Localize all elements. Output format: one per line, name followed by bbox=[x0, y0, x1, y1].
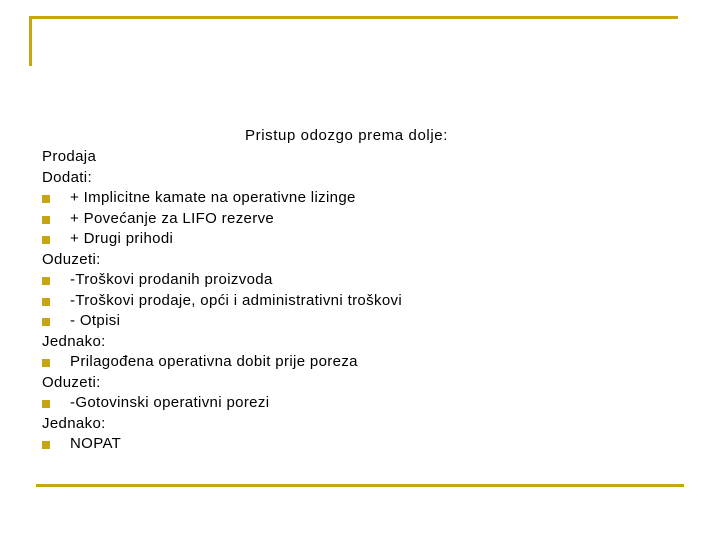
bullet-item bbox=[42, 209, 682, 230]
bullet-item bbox=[42, 311, 682, 332]
slide-subtitle: Pristup odozgo prema dolje: bbox=[245, 127, 448, 144]
line-text: NOPAT bbox=[70, 435, 122, 452]
square-bullet-icon bbox=[42, 298, 50, 306]
square-bullet-icon bbox=[42, 236, 50, 244]
square-bullet-icon bbox=[42, 277, 50, 285]
line-text: Dodati: bbox=[42, 168, 92, 186]
slide-content bbox=[42, 147, 682, 455]
square-bullet-icon bbox=[42, 400, 50, 408]
line-text: Jednako: bbox=[42, 332, 106, 350]
line-text: Jednako: bbox=[42, 414, 106, 432]
section-label bbox=[42, 332, 682, 353]
line-text: Oduzeti: bbox=[42, 373, 101, 391]
top-rule bbox=[29, 16, 678, 19]
bottom-rule bbox=[36, 484, 684, 487]
square-bullet-icon bbox=[42, 195, 50, 203]
square-bullet-icon bbox=[42, 216, 50, 224]
line-text: - Otpisi bbox=[70, 312, 121, 329]
square-bullet-icon bbox=[42, 318, 50, 326]
bullet-item bbox=[42, 352, 682, 373]
bullet-item bbox=[42, 291, 682, 312]
line-text: + Implicitne kamate na operativne lizinge bbox=[70, 189, 356, 206]
line-text: Prodaja bbox=[42, 148, 97, 165]
line-text: -Troškovi prodanih proizvoda bbox=[70, 271, 273, 288]
square-bullet-icon bbox=[42, 441, 50, 449]
bullet-item bbox=[42, 393, 682, 414]
line-text: -Gotovinski operativni porezi bbox=[70, 394, 270, 411]
line-text: Oduzeti: bbox=[42, 250, 101, 268]
line-text: + Drugi prihodi bbox=[70, 230, 174, 247]
line-text: Prilagođena operativna dobit prije poreza bbox=[70, 353, 358, 370]
section-label bbox=[42, 414, 682, 435]
section-label bbox=[42, 250, 682, 271]
bullet-item bbox=[42, 188, 682, 209]
bullet-item bbox=[42, 270, 682, 291]
section-label bbox=[42, 147, 682, 168]
section-label bbox=[42, 373, 682, 394]
bullet-item bbox=[42, 434, 682, 455]
bullet-item bbox=[42, 229, 682, 250]
left-rule bbox=[29, 16, 32, 66]
section-label bbox=[42, 168, 682, 189]
line-text: + Povećanje za LIFO rezerve bbox=[70, 209, 275, 227]
square-bullet-icon bbox=[42, 359, 50, 367]
line-text: -Troškovi prodaje, opći i administrativni troškovi bbox=[70, 291, 403, 309]
